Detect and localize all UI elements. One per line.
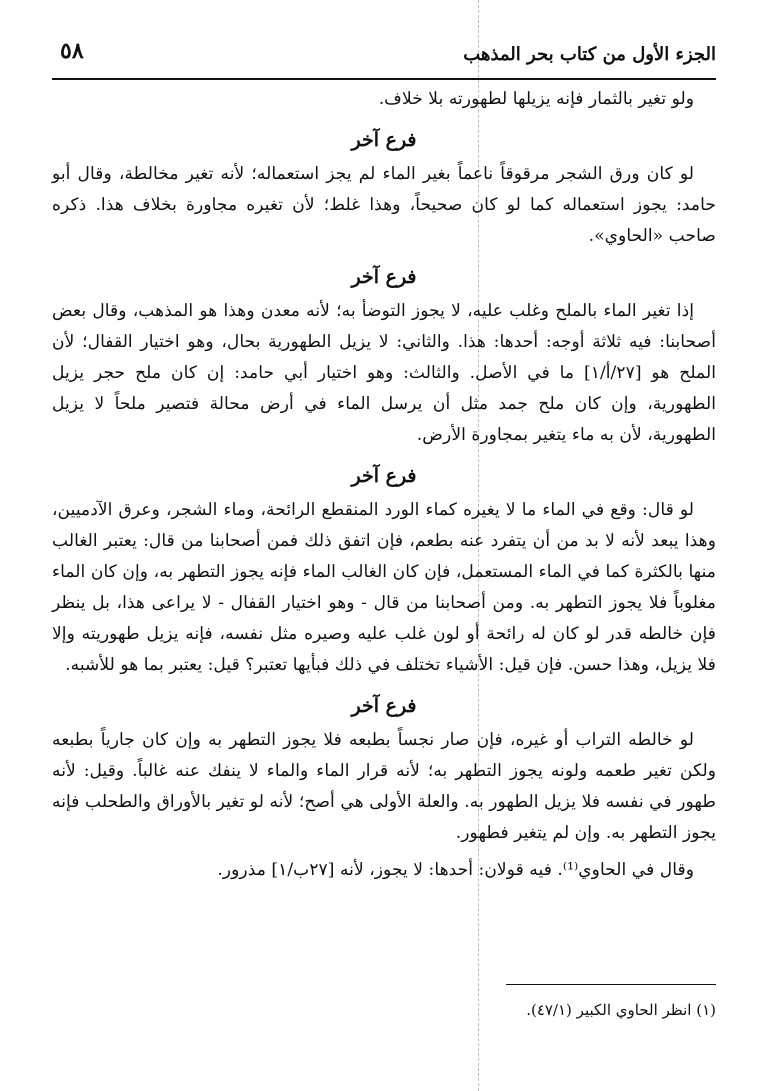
paragraph: لو قال: وقع في الماء ما لا يغيره كماء الورد المنقطع الرائحة، وماء الشجر، وعرق الآدميين، وهذا يبعد لأنه لا بد من أن يتفرد عنه بطعم، فإن اتفق ذلك فمن أصحابنا من قال: يعتبر الغالب منها بالكثرة كما في الماء المستعمل، فإن كان الغالب الماء فإنه يجوز التطهر به، وإن كان الماء مغلوباً فلا يجوز التطهر به. ومن أصحابنا من قال - وهو اختيار القفال - لا يراعى هذا، بل ينظر فإن خالطه قدر لو كان له رائحة أو لون غلب عليه وصيره مثل نفسه، فإنه يزيل طهوريته وإلا فلا يزيل، وهذا حسن. فإن قيل: الأشياء تختلف في ذلك فبأيها تعتبر؟ قيل: يعتبر بما هو للأشبه. [52,500,716,675]
section-heading: فرع آخر [351,266,417,288]
body-text [52,84,716,886]
running-header [52,38,716,80]
footnote-rule [506,984,716,985]
page-number: ٥٨ [60,38,84,64]
paragraph: إذا تغير الماء بالملح وغلب عليه، لا يجوز التوضأ به؛ لأنه معدن وهذا هو المذهب، وقال بعض أصحابنا: فيه ثلاثة أوجه: أحدها: هذا. والثاني: لا يزيل الطهورية بحال، وهو اختيار القفال؛ لأن الملح هو [٢٧/أ/١] ما في الأصل. والثالث: وهو اختيار أبي حامد: إن كان ملح حجر يزيل الطهورية، وإن كان ملح جمد مثل أن يرسل الماء في أرض محالة فتصير ملحاً لا يزيل الطهورية، لأن به ماء يتغير بمجاورة الأرض. [52,301,716,445]
paragraph-with-footnote-ref: وقال في الحاوي⁽¹⁾. فيه قولان: أحدها: لا يجوز، لأنه [٢٧ب/١] مذرور. [217,860,694,880]
paragraph: ولو تغير بالثمار فإنه يزيلها لطهورته بلا خلاف. [378,89,694,109]
paragraph: لو كان ورق الشجر مرقوقاً ناعماً بغير الماء لم يجز استعماله؛ لأنه تغير مخالطة، وقال أبو حامد: يجوز استعماله كما لو كان صحيحاً، وهذا غلط؛ لأن تغيره مجاورة بخلاف هذا. ذكره صاحب «الحاوي». [52,164,716,246]
paragraph: لو خالطه التراب أو غيره، فإن صار نجساً بطبعه فلا يجوز التطهر به وإن كان جارياً بطبعه ولكن تغير طعمه ولونه يجوز التطهر به؛ لأنه قرار الماء والماء لا ينفك عنه غالباً. وقيل: لأنه طهور في نفسه فلا يزيل الطهور به. والعلة الأولى هي أصح؛ لأنه لو تغير بالأوراق والطحلب فإنه يجوز التطهر به. وإن لم يتغير فطهور. [52,730,716,843]
section-heading: فرع آخر [351,465,417,487]
footnote: (١) انظر الحاوي الكبير (٤٧/١). [526,1001,716,1019]
section-heading: فرع آخر [351,695,417,717]
book-title: الجزء الأول من كتاب بحر المذهب [463,44,716,65]
section-heading: فرع آخر [351,129,417,151]
